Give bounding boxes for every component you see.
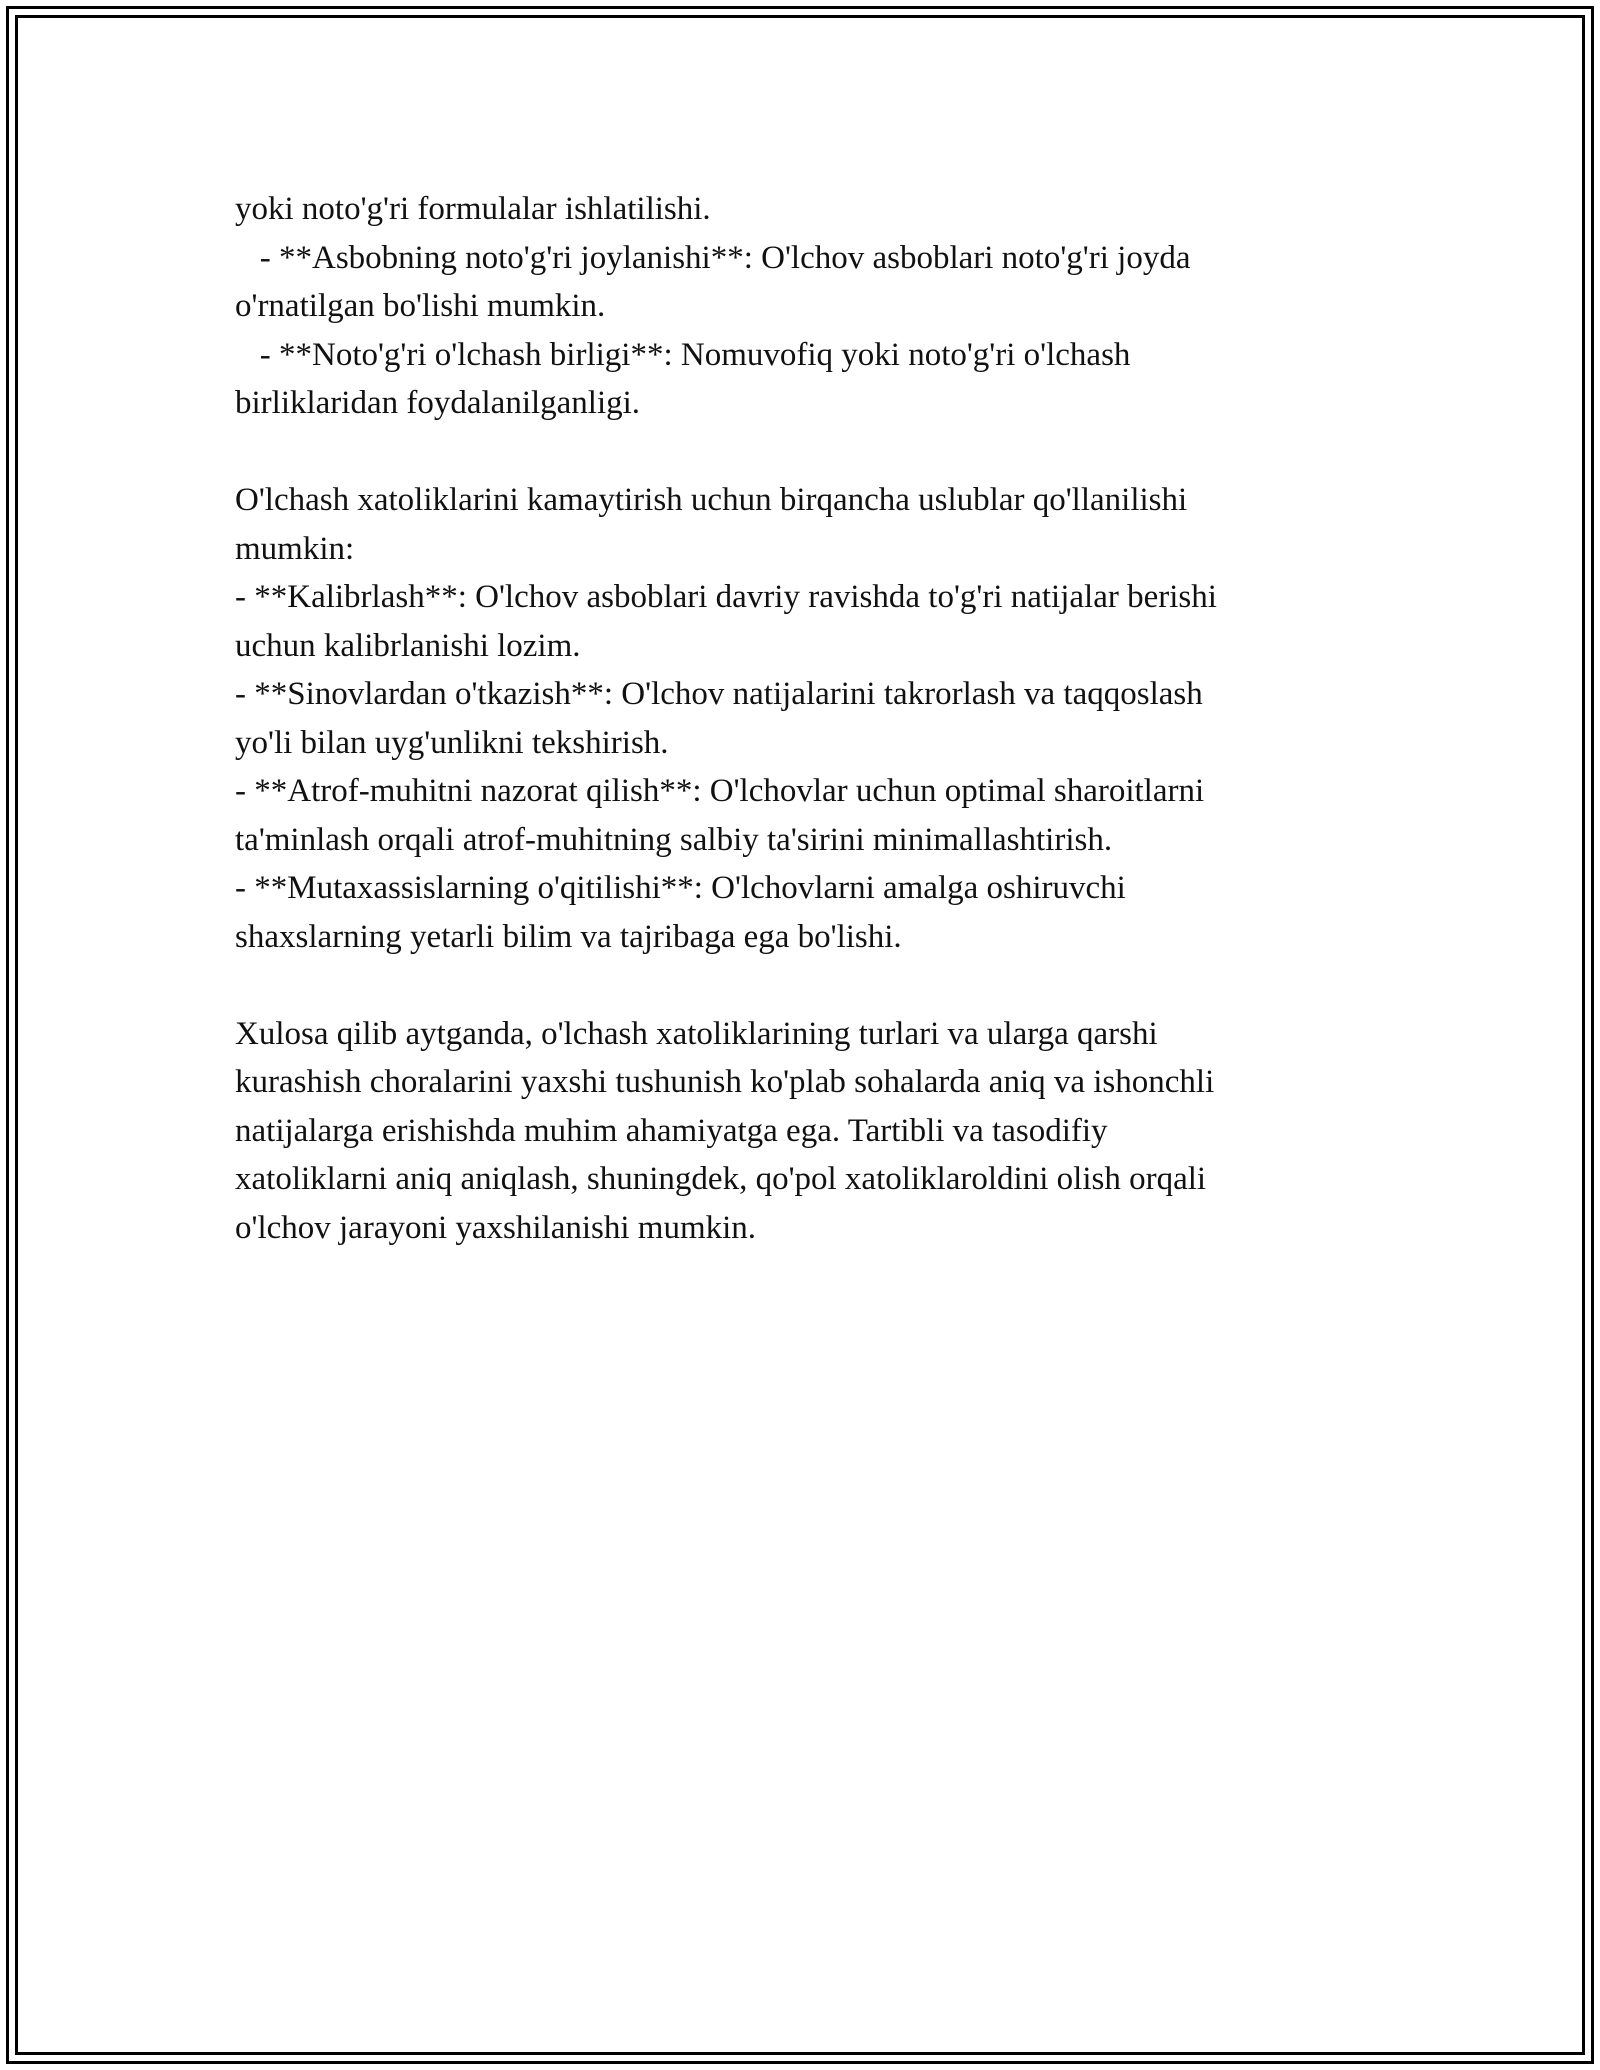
paragraph-gap (235, 961, 1345, 1010)
text-line: - **Sinovlardan o'tkazish**: O'lchov natijalarini takrorlash va taqqoslash (235, 676, 1203, 712)
text-line: ta'minlash orqali atrof-muhitning salbiy ta'sirini minimallashtirish. (235, 821, 1113, 858)
text-line: uchun kalibrlanishi lozim. (235, 627, 581, 664)
paragraph-conclusion (235, 1010, 1345, 1253)
text-line: o'rnatilgan bo'lishi mumkin. (235, 288, 606, 324)
text-line: - **Noto'g'ri o'lchash birligi**: Nomuvofiq yoki noto'g'ri o'lchash (235, 336, 1131, 373)
text-line: yoki noto'g'ri formulalar ishlatilishi. (235, 191, 711, 227)
text-line: - **Asbobning noto'g'ri joylanishi**: O'lchov asboblari noto'g'ri joyda (235, 239, 1191, 276)
text-line: yo'li bilan uyg'unlikni tekshirish. (235, 724, 669, 761)
text-line: Xulosa qilib aytganda, o'lchash xatoliklarining turlari va ularga qarshi (235, 1015, 1158, 1052)
text-line: kurashish choralarini yaxshi tushunish ko'plab sohalarda aniq va ishonchli (235, 1064, 1215, 1100)
text-line: - **Atrof-muhitni nazorat qilish**: O'lchovlar uchun optimal sharoitlarni (235, 773, 1205, 809)
text-line: O'lchash xatoliklarini kamaytirish uchun birqancha uslublar qo'llanilishi (235, 482, 1188, 518)
document-body (235, 185, 1345, 1252)
text-line: natijalarga erishishda muhim ahamiyatga ega. Tartibli va tasodifiy (235, 1112, 1108, 1149)
text-line: - **Kalibrlash**: O'lchov asboblari davriy ravishda to'g'ri natijalar berishi (235, 579, 1217, 615)
text-line: o'lchov jarayoni yaxshilanishi mumkin. (235, 1209, 757, 1246)
text-line: - **Mutaxassislarning o'qitilishi**: O'lchovlarni amalga oshiruvchi (235, 870, 1126, 906)
paragraph-reduction-methods (235, 476, 1345, 961)
paragraph-gap (235, 428, 1345, 477)
text-line: xatoliklarni aniq aniqlash, shuningdek, qo'pol xatoliklaroldini olish orqali (235, 1161, 1207, 1197)
paragraph-error-causes (235, 185, 1345, 428)
text-line: mumkin: (235, 530, 355, 567)
text-line: birliklaridan foydalanilganligi. (235, 385, 641, 421)
text-line: shaxslarning yetarli bilim va tajribaga ega bo'lishi. (235, 918, 902, 955)
